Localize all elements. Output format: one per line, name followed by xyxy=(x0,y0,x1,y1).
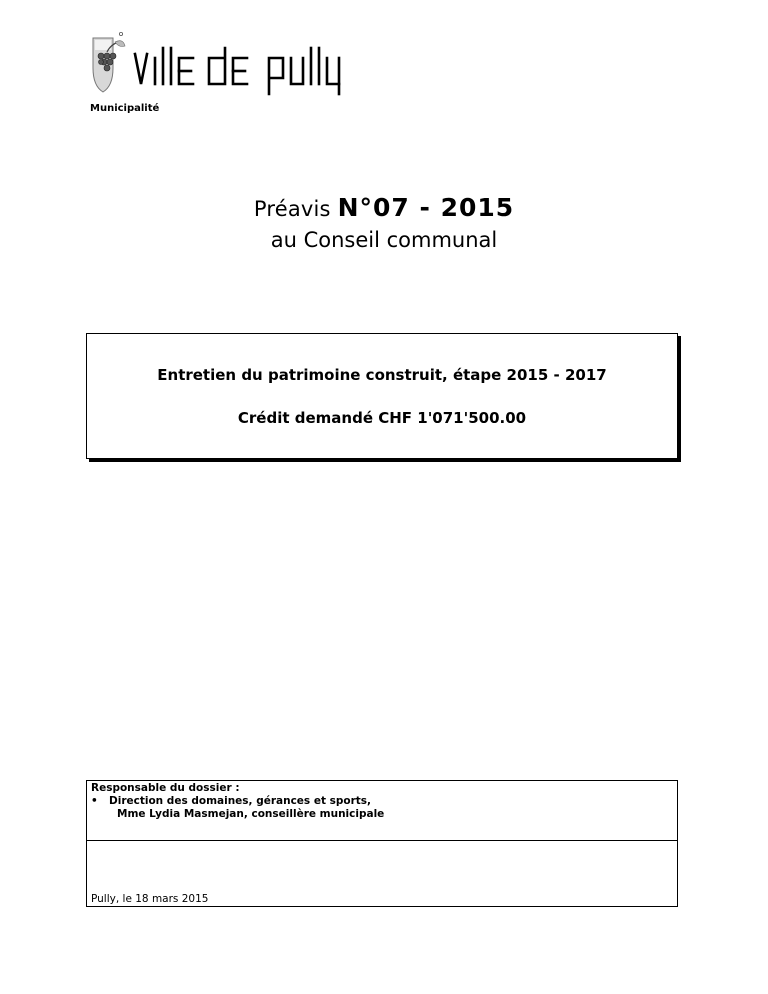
preavis-subtitle: au Conseil communal xyxy=(270,228,498,252)
preavis-title xyxy=(0,193,768,222)
place-date: Pully, le 18 mars 2015 xyxy=(91,893,209,905)
ville-de-pully-logo xyxy=(89,28,351,98)
subject-box xyxy=(86,333,678,459)
responsible-section xyxy=(87,781,677,841)
responsible-item xyxy=(91,795,673,808)
credit-amount: Crédit demandé CHF 1'071'500.00 xyxy=(237,409,527,427)
preavis-number: N°07 - 2015 xyxy=(337,193,515,222)
bullet-icon: • xyxy=(91,795,98,807)
responsible-person: Mme Lydia Masmejan, conseillère municipale xyxy=(117,808,385,820)
responsible-heading: Responsable du dossier : xyxy=(91,782,240,794)
preavis-word: Préavis xyxy=(253,197,331,221)
grape-emblem-icon xyxy=(89,28,351,98)
department-label: Municipalité xyxy=(90,103,160,114)
responsible-direction: Direction des domaines, gérances et sports, xyxy=(109,795,372,807)
responsible-box xyxy=(86,780,678,907)
subject-title: Entretien du patrimoine construit, étape 2015 - 2017 xyxy=(157,366,607,384)
